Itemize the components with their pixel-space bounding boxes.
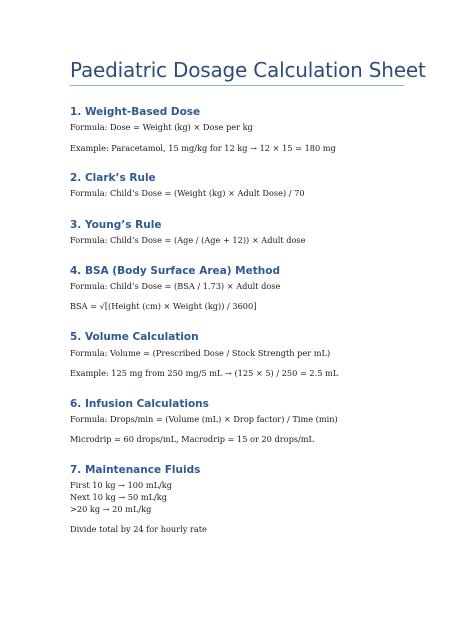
section-weight-based-dose [70, 106, 410, 153]
section-clarks-rule [70, 172, 410, 198]
formula-text: Formula: Child’s Dose = (BSA / 1.73) × Adult dose [70, 281, 281, 291]
formula-text: Formula: Drops/min = (Volume (mL) × Drop factor) / Time (min) [70, 414, 338, 424]
formula-text: Formula: Dose = Weight (kg) × Dose per kg [70, 122, 253, 132]
section-heading: 5. Volume Calculation [70, 331, 199, 343]
example-text: Example: 125 mg from 250 mg/5 mL → (125 × 5) / 250 = 2.5 mL [70, 368, 339, 378]
formula-text: Formula: Child’s Dose = (Age / (Age + 12)) × Adult dose [70, 235, 306, 245]
section-heading: 7. Maintenance Fluids [70, 464, 201, 476]
section-youngs-rule [70, 219, 410, 245]
example-text: Example: Paracetamol, 15 mg/kg for 12 kg → 12 × 15 = 180 mg [70, 143, 336, 153]
section-heading: 1. Weight-Based Dose [70, 106, 201, 118]
section-heading: 4. BSA (Body Surface Area) Method [70, 265, 280, 277]
formula-text: Formula: Child’s Dose = (Weight (kg) × Adult Dose) / 70 [70, 188, 305, 198]
hourly-rate-note: Divide total by 24 for hourly rate [70, 524, 207, 534]
section-infusion-calculations [70, 398, 410, 444]
page-title: Paediatric Dosage Calculation Sheet [70, 58, 426, 82]
section-volume-calculation [70, 331, 410, 378]
section-maintenance-fluids [70, 464, 410, 534]
formula-text: Formula: Volume = (Prescribed Dose / Stock Strength per mL) [70, 348, 331, 358]
fluid-rule-over-20: >20 kg → 20 mL/kg [70, 504, 152, 514]
title-underline [70, 85, 404, 86]
bsa-formula-text: BSA = √[(Height (cm) × Weight (kg)) / 3600] [70, 301, 257, 311]
section-heading: 3. Young’s Rule [70, 219, 162, 231]
fluid-rule-next: Next 10 kg → 50 mL/kg [70, 492, 167, 502]
fluid-rule-first: First 10 kg → 100 mL/kg [70, 480, 172, 490]
section-bsa-method [70, 265, 410, 311]
drip-rates-text: Microdrip = 60 drops/mL, Macrodrip = 15 or 20 drops/mL [70, 434, 314, 444]
section-heading: 2. Clark’s Rule [70, 172, 156, 184]
section-heading: 6. Infusion Calculations [70, 398, 209, 410]
